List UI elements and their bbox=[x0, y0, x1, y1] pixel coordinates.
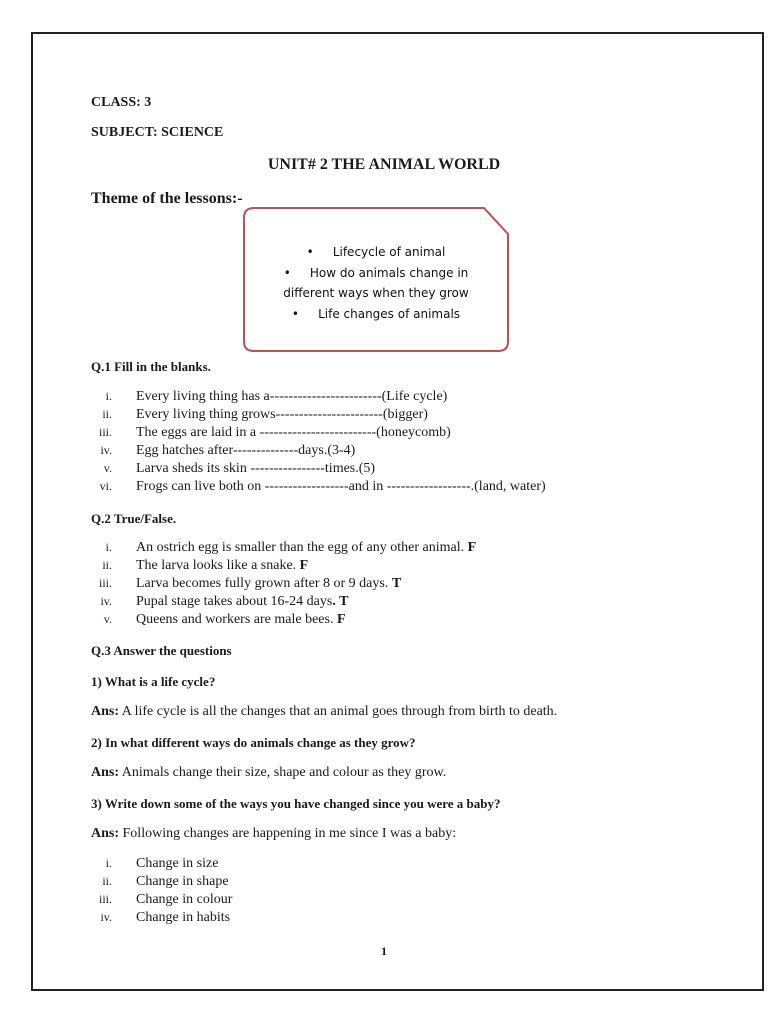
theme-callout-box bbox=[242, 206, 510, 353]
q3-answer-1: Ans: A life cycle is all the changes that an animal goes through from birth to death. bbox=[91, 704, 558, 719]
theme-heading: Theme of the lessons:- bbox=[91, 190, 243, 207]
q3-question-1: 1) What is a life cycle? bbox=[91, 674, 216, 689]
theme-item-2-cont: different ways when they grow bbox=[283, 286, 469, 300]
theme-item-1: • Lifecycle of animal bbox=[306, 245, 446, 259]
page-number: 1 bbox=[381, 944, 387, 958]
unit-title: UNIT# 2 THE ANIMAL WORLD bbox=[267, 156, 501, 173]
theme-item-3: • Life changes of animals bbox=[291, 306, 461, 321]
q1-heading: Q.1 Fill in the blanks. bbox=[91, 359, 211, 374]
q2-heading: Q.2 True/False. bbox=[91, 511, 177, 526]
theme-item-2: • How do animals change in bbox=[283, 265, 469, 280]
q3-heading: Q.3 Answer the questions bbox=[91, 643, 232, 658]
q3-answer-3: Ans: Following changes are happening in me since I was a baby: bbox=[91, 826, 457, 841]
q3-answer-2: Ans: Animals change their size, shape and colour as they grow. bbox=[91, 765, 447, 780]
class-line: CLASS: 3 bbox=[91, 95, 152, 110]
q3-question-3: 3) Write down some of the ways you have changed since you were a baby? bbox=[91, 796, 501, 811]
subject-line: SUBJECT: SCIENCE bbox=[91, 125, 224, 140]
q3-question-2: 2) In what different ways do animals change as they grow? bbox=[91, 735, 416, 750]
